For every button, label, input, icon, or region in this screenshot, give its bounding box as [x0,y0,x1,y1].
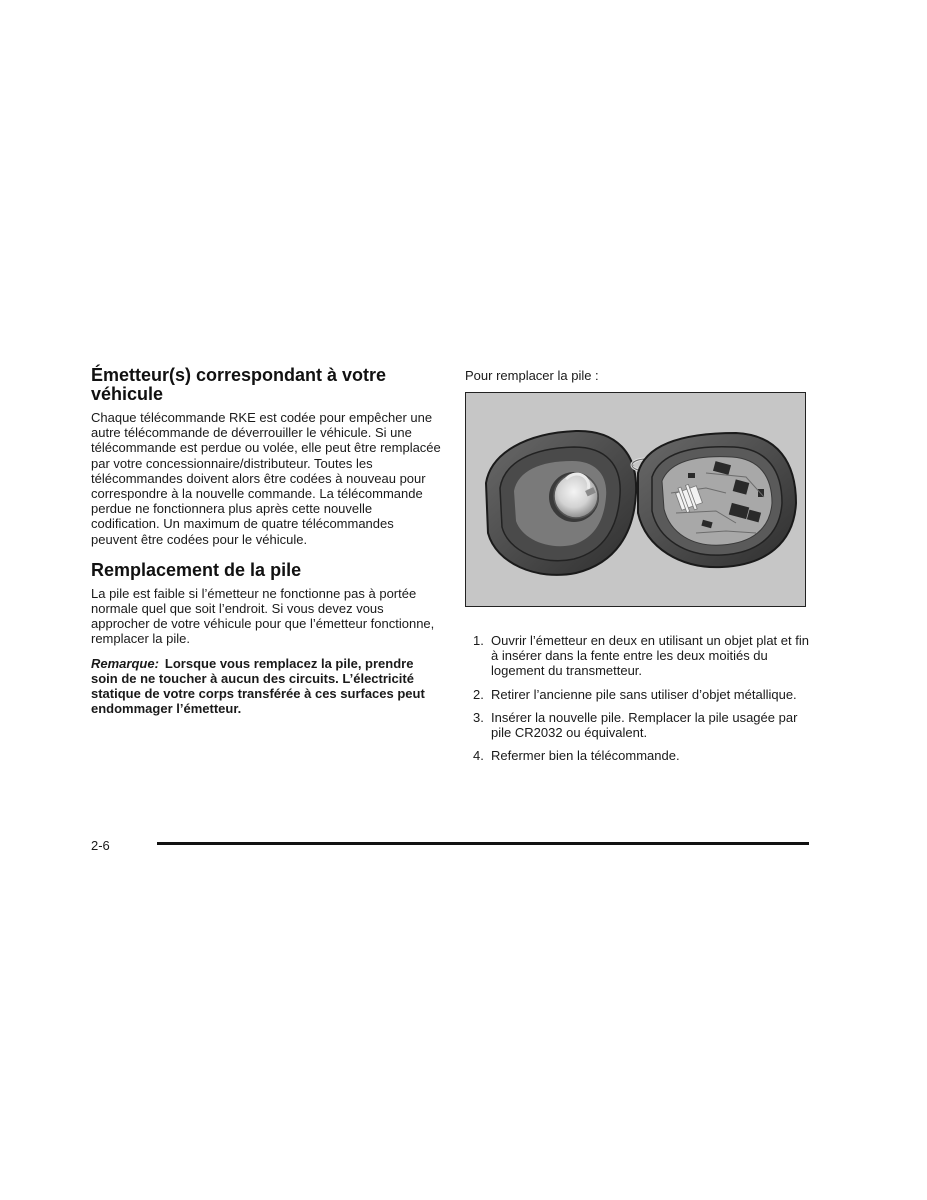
step-text: Retirer l’ancienne pile sans utiliser d’objet métallique. [491,686,797,702]
left-column [91,366,441,716]
steps-list [473,633,810,763]
step-item [473,748,810,763]
battery-note [91,656,441,717]
step-number: 4. [473,748,484,764]
fob-left-half [486,431,636,575]
page-number: 2-6 [91,838,110,853]
section-title-matching-transmitters: Émetteur(s) correspondant à votre véhicule [91,365,387,404]
step-number: 3. [473,709,484,725]
right-column [465,368,810,771]
step-text: Refermer bien la télécommande. [491,748,680,764]
step-number: 2. [473,686,484,702]
section-title-battery-replacement: Remplacement de la pile [91,559,302,580]
section-body-matching-transmitters: Chaque télécommande RKE est codée pour empêcher une autre télécommande de déverrouiller le véhicule. Si une télécommande est perdue ou volée, elle peut être remplacée par votre concessionnaire/distributeur. Toutes les télécommandes doivent alors être codées à nouveau pour correspondre à la nouvelle commande. La télécommande perdue ne fonctionnera plus après cette nouvelle codification. Un maximum de quatre télécommandes peuvent être codées pour le véhicule. [91,410,441,547]
step-item [473,710,810,740]
fob-right-half [638,433,796,567]
key-fob-drawing [466,393,806,607]
note-text: Lorsque vous remplacez la pile, prendre soin de ne toucher à aucun des circuits. L’électricité statique de votre corps transférée à ces surfaces peut endommager l’émetteur. [91,655,425,717]
step-item [473,687,810,702]
step-number: 1. [473,633,484,648]
section-body-battery-replacement: La pile est faible si l’émetteur ne fonctionne pas à portée normale quel que soit l’endroit. Si vous devez vous approcher de votre véhicule pour que l’émetteur fonctionne, remplacer la pile. [91,585,435,647]
step-item [473,633,810,679]
steps-intro: Pour remplacer la pile : [465,368,599,383]
step-text: Ouvrir l’émetteur en deux en utilisant un objet plat et fin à insérer dans la fente entre les deux moitiés du logement du transmetteur. [491,633,809,679]
step-text: Insérer la nouvelle pile. Remplacer la pile usagée par pile CR2032 ou équivalent. [491,709,798,741]
note-lead: Remarque: [91,655,159,671]
key-fob-open-illustration [465,392,806,607]
coin-battery [554,474,598,518]
footer-rule [157,842,809,845]
